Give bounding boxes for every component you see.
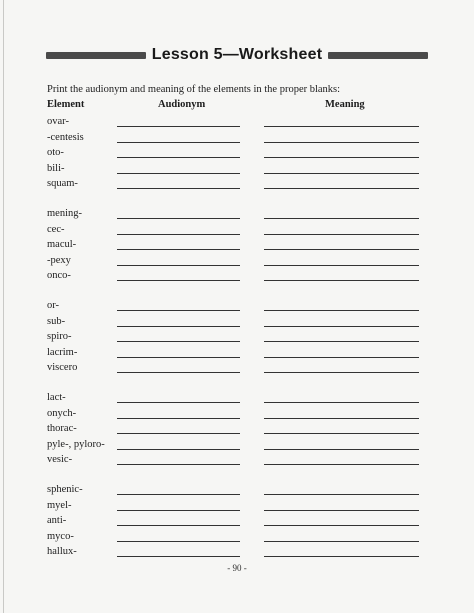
element-term: myel- — [47, 499, 72, 511]
audionym-blank[interactable] — [117, 433, 240, 434]
worksheet-row — [0, 408, 474, 424]
audionym-blank[interactable] — [117, 494, 240, 495]
worksheet-row — [0, 147, 474, 163]
audionym-blank[interactable] — [117, 357, 240, 358]
audionym-blank[interactable] — [117, 265, 240, 266]
meaning-blank[interactable] — [264, 280, 419, 281]
meaning-blank[interactable] — [264, 464, 419, 465]
element-term: pyle-, pyloro- — [47, 438, 105, 450]
element-term: sphenic- — [47, 484, 83, 495]
audionym-blank[interactable] — [117, 402, 240, 403]
meaning-blank[interactable] — [264, 402, 419, 403]
worksheet-row — [0, 255, 474, 271]
element-term: lacrim- — [47, 346, 78, 358]
meaning-blank[interactable] — [264, 357, 419, 358]
element-term: viscero — [47, 362, 78, 373]
audionym-blank[interactable] — [117, 310, 240, 311]
audionym-blank[interactable] — [117, 142, 240, 143]
element-term: macul- — [47, 239, 77, 250]
meaning-blank[interactable] — [264, 310, 419, 311]
audionym-blank[interactable] — [117, 249, 240, 250]
worksheet-row — [0, 208, 474, 224]
worksheet-row — [0, 531, 474, 547]
worksheet-row — [0, 500, 474, 516]
element-term: hallux- — [47, 546, 77, 557]
worksheet-row — [0, 270, 474, 286]
worksheet-row — [0, 439, 474, 455]
element-term: thorac- — [47, 423, 77, 434]
meaning-blank[interactable] — [264, 510, 419, 511]
column-header-audionym: Audionym — [158, 99, 206, 110]
audionym-blank[interactable] — [117, 326, 240, 327]
element-term: or- — [47, 300, 60, 311]
worksheet-header — [46, 44, 428, 66]
element-term: vesic- — [47, 454, 73, 465]
meaning-blank[interactable] — [264, 541, 419, 542]
header-bar-left — [46, 52, 146, 59]
element-term: squam- — [47, 178, 78, 189]
worksheet-row — [0, 347, 474, 363]
header-bar-right — [328, 52, 428, 59]
element-term: oto- — [47, 147, 64, 158]
audionym-blank[interactable] — [117, 556, 240, 557]
element-term: onco- — [47, 270, 71, 281]
audionym-blank[interactable] — [117, 218, 240, 219]
worksheet-row — [0, 484, 474, 500]
worksheet-row — [0, 163, 474, 179]
worksheet-row — [0, 300, 474, 316]
audionym-blank[interactable] — [117, 157, 240, 158]
worksheet-row — [0, 331, 474, 347]
worksheet-row — [0, 132, 474, 148]
instructions-text: Print the audionym and meaning of the elements in the proper blanks: — [47, 84, 341, 95]
meaning-blank[interactable] — [264, 433, 419, 434]
worksheet-row — [0, 362, 474, 378]
audionym-blank[interactable] — [117, 188, 240, 189]
meaning-blank[interactable] — [264, 494, 419, 495]
element-term: cec- — [47, 223, 65, 235]
meaning-blank[interactable] — [264, 449, 419, 450]
worksheet-row — [0, 316, 474, 332]
meaning-blank[interactable] — [264, 126, 419, 127]
meaning-blank[interactable] — [264, 265, 419, 266]
audionym-blank[interactable] — [117, 418, 240, 419]
column-header-element: Element — [47, 99, 85, 110]
worksheet-row — [0, 239, 474, 255]
worksheet-row — [0, 116, 474, 132]
worksheet-row — [0, 392, 474, 408]
element-term: onych- — [47, 407, 77, 419]
audionym-blank[interactable] — [117, 525, 240, 526]
meaning-blank[interactable] — [264, 188, 419, 189]
meaning-blank[interactable] — [264, 326, 419, 327]
element-term: sub- — [47, 315, 66, 327]
element-term: lact- — [47, 392, 66, 403]
audionym-blank[interactable] — [117, 541, 240, 542]
meaning-blank[interactable] — [264, 418, 419, 419]
element-term: anti- — [47, 515, 67, 526]
meaning-blank[interactable] — [264, 157, 419, 158]
worksheet-row — [0, 515, 474, 531]
audionym-blank[interactable] — [117, 510, 240, 511]
meaning-blank[interactable] — [264, 341, 419, 342]
audionym-blank[interactable] — [117, 372, 240, 373]
meaning-blank[interactable] — [264, 218, 419, 219]
meaning-blank[interactable] — [264, 372, 419, 373]
meaning-blank[interactable] — [264, 173, 419, 174]
element-term: bili- — [47, 162, 65, 174]
element-term: -pexy — [47, 254, 71, 266]
audionym-blank[interactable] — [117, 341, 240, 342]
audionym-blank[interactable] — [117, 126, 240, 127]
meaning-blank[interactable] — [264, 525, 419, 526]
audionym-blank[interactable] — [117, 234, 240, 235]
element-term: mening- — [47, 208, 82, 219]
worksheet-row — [0, 546, 474, 562]
worksheet-title: Lesson 5—Worksheet — [151, 46, 323, 63]
worksheet-row — [0, 454, 474, 470]
audionym-blank[interactable] — [117, 280, 240, 281]
worksheet-row — [0, 224, 474, 240]
audionym-blank[interactable] — [117, 449, 240, 450]
column-header-meaning: Meaning — [325, 99, 365, 110]
meaning-blank[interactable] — [264, 234, 419, 235]
worksheet-row — [0, 178, 474, 194]
audionym-blank[interactable] — [117, 464, 240, 465]
meaning-blank[interactable] — [264, 249, 419, 250]
element-term: myco- — [47, 530, 74, 542]
meaning-blank[interactable] — [264, 556, 419, 557]
page-number: - 90 - — [227, 563, 247, 573]
worksheet-row — [0, 423, 474, 439]
element-term: spiro- — [47, 331, 72, 342]
meaning-blank[interactable] — [264, 142, 419, 143]
element-term: ovar- — [47, 116, 69, 127]
element-term: -centesis — [47, 131, 84, 143]
audionym-blank[interactable] — [117, 173, 240, 174]
